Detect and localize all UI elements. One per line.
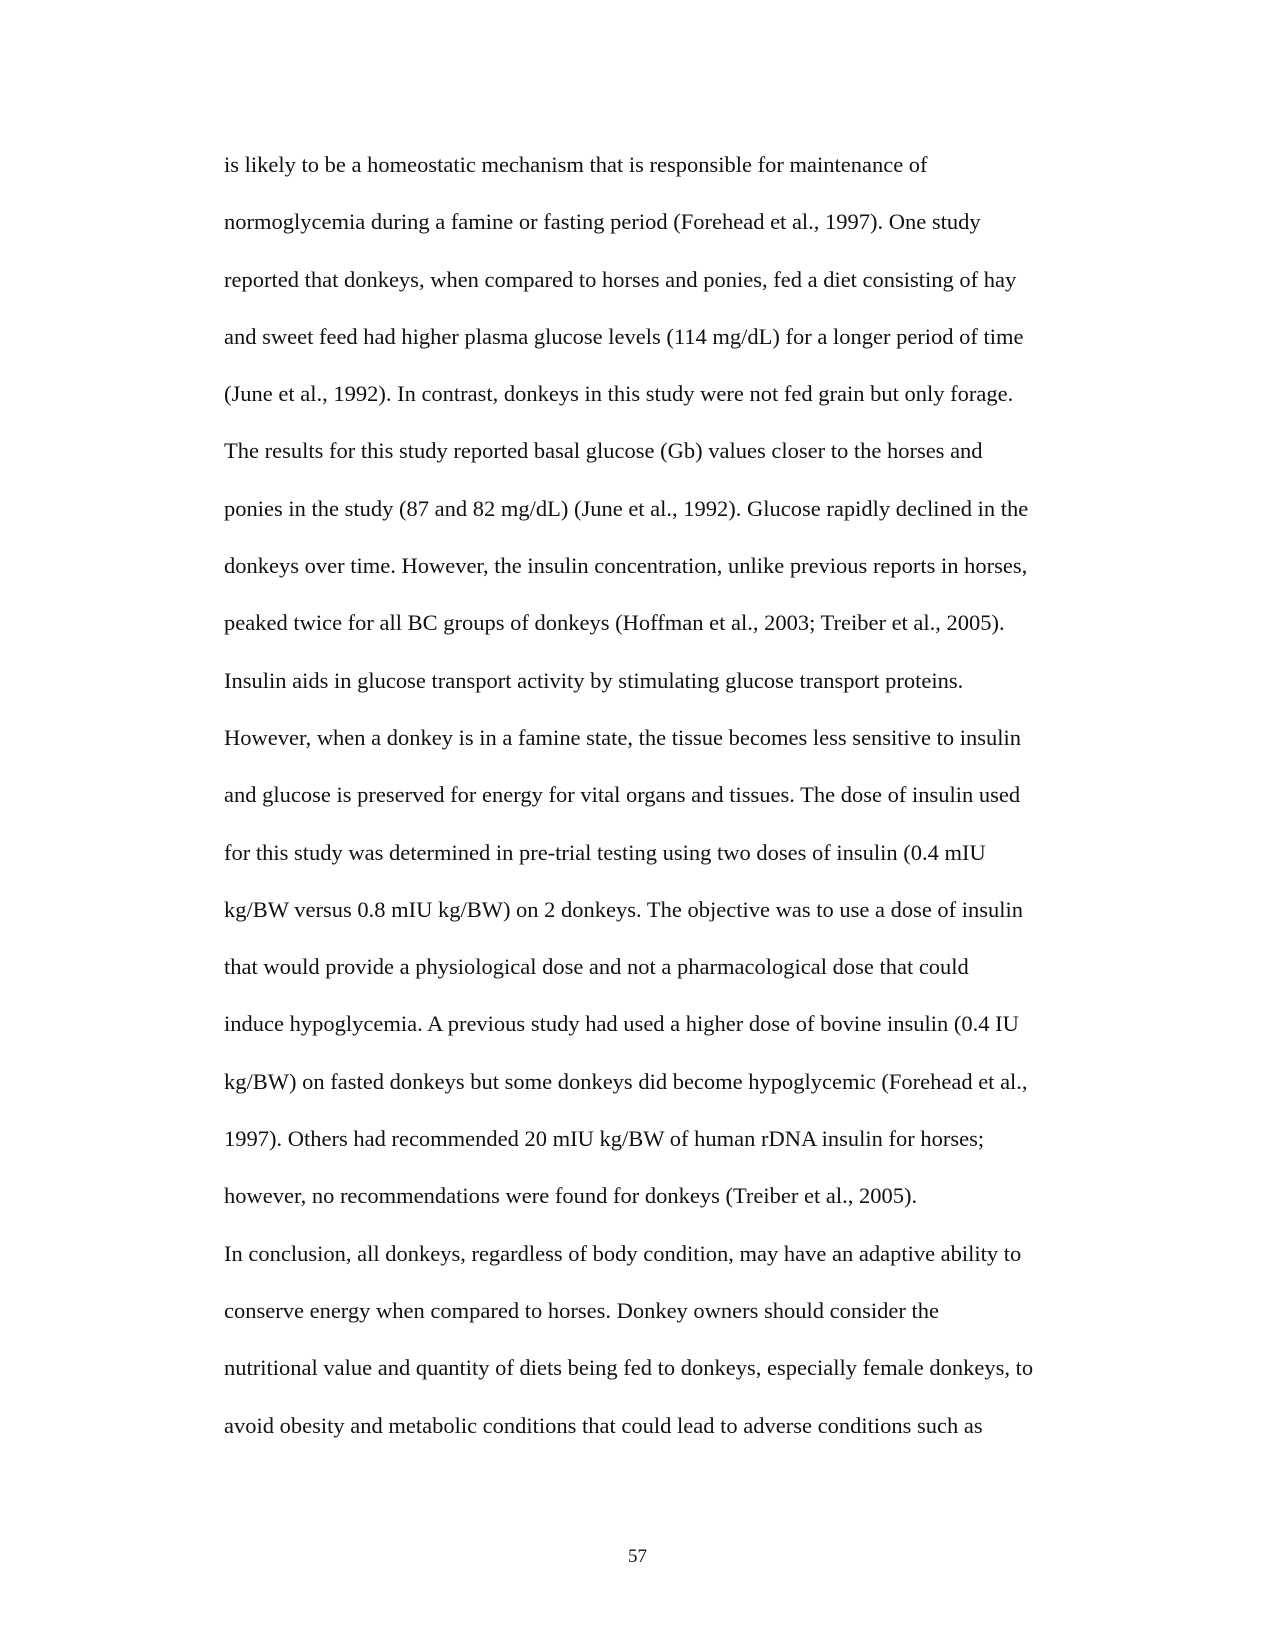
text-line: In conclusion, all donkeys, regardless of body condition, may have an adaptive ability to (224, 1240, 1022, 1266)
text-line: is likely to be a homeostatic mechanism that is responsible for maintenance of (224, 152, 928, 177)
text-line: peaked twice for all BC groups of donkeys (Hoffman et al., 2003; Treiber et al., 2005). (224, 610, 1005, 636)
text-line: donkeys over time. However, the insulin concentration, unlike previous reports in horses, (224, 553, 1028, 579)
text-line: induce hypoglycemia. A previous study had used a higher dose of bovine insulin (0.4 IU (224, 1011, 1019, 1037)
text-line: 1997). Others had recommended 20 mIU kg/BW of human rDNA insulin for horses; (224, 1126, 985, 1152)
text-line: and sweet feed had higher plasma glucose levels (114 mg/dL) for a longer period of time (224, 323, 1024, 349)
text-line: kg/BW versus 0.8 mIU kg/BW) on 2 donkeys. The objective was to use a dose of insulin (224, 896, 1024, 922)
text-line: however, no recommendations were found for donkeys (Treiber et al., 2005). (224, 1183, 918, 1209)
text-line: conserve energy when compared to horses. Donkey owners should consider the (224, 1297, 940, 1323)
page-number: 57 (628, 1546, 647, 1567)
text-line: ponies in the study (87 and 82 mg/dL) (June et al., 1992). Glucose rapidly declined in the (224, 495, 1029, 521)
text-line: and glucose is preserved for energy for vital organs and tissues. The dose of insulin used (224, 782, 1021, 808)
text-line: reported that donkeys, when compared to horses and ponies, fed a diet consisting of hay (224, 266, 1017, 292)
text-line: nutritional value and quantity of diets being fed to donkeys, especially female donkeys, to (224, 1355, 1034, 1381)
text-line: The results for this study reported basal glucose (Gb) values closer to the horses and (224, 438, 983, 464)
text-line: kg/BW) on fasted donkeys but some donkeys did become hypoglycemic (Forehead et al., (224, 1068, 1028, 1094)
body-text (224, 148, 1124, 1466)
text-line: However, when a donkey is in a famine state, the tissue becomes less sensitive to insulin (224, 724, 1022, 750)
text-line: normoglycemia during a famine or fasting period (Forehead et al., 1997). One study (224, 209, 981, 235)
text-line: avoid obesity and metabolic conditions that could lead to adverse conditions such as (224, 1412, 983, 1438)
text-line: (June et al., 1992). In contrast, donkeys in this study were not fed grain but only forage. (224, 381, 1014, 407)
text-line: Insulin aids in glucose transport activity by stimulating glucose transport proteins. (224, 667, 964, 693)
text-line: for this study was determined in pre-trial testing using two doses of insulin (0.4 mIU (224, 839, 986, 865)
text-line: that would provide a physiological dose and not a pharmacological dose that could (224, 954, 969, 980)
